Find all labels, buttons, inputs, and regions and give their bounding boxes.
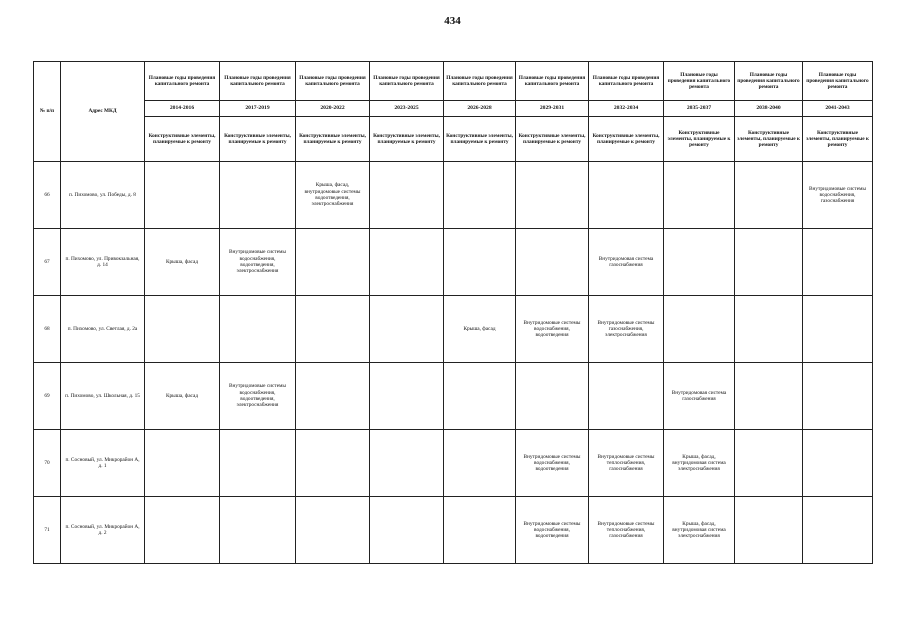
header-elements: Конструктивные элементы, планируемые к ремонту	[220, 117, 296, 162]
header-planned: Плановые годы проведения капитального ремонта	[370, 62, 444, 101]
header-planned: Плановые годы проведения капитального ремонта	[145, 62, 220, 101]
repair-cell	[145, 497, 220, 564]
repair-cell	[220, 296, 296, 363]
repair-cell	[145, 430, 220, 497]
header-elements: Конструктивные элементы, планируемые к ремонту	[803, 117, 873, 162]
header-elements: Конструктивные элементы, планируемые к ремонту	[735, 117, 803, 162]
repair-cell	[296, 363, 370, 430]
header-planned: Плановые годы проведения капитального ремонта	[516, 62, 589, 101]
repair-cell	[370, 497, 444, 564]
repair-cell: Внутридомовая система газоснабжения	[664, 363, 735, 430]
repair-cell: Внутридомовые системы теплоснабжения, газоснабжения	[589, 497, 664, 564]
header-elements: Конструктивные элементы, планируемые к ремонту	[516, 117, 589, 162]
repair-cell	[664, 229, 735, 296]
row-number: 66	[34, 162, 61, 229]
repair-cell	[296, 296, 370, 363]
row-number: 71	[34, 497, 61, 564]
repair-cell: Внутридомовая система газоснабжения	[589, 229, 664, 296]
repair-cell	[444, 229, 516, 296]
repair-cell: Внутридомовые системы водоснабжения, водоотведения	[516, 497, 589, 564]
repair-cell	[444, 497, 516, 564]
repair-cell	[735, 296, 803, 363]
table-row	[34, 229, 873, 296]
repair-cell	[516, 363, 589, 430]
header-year: 2023-2025	[370, 101, 444, 117]
header-planned: Плановые годы проведения капитального ремонта	[220, 62, 296, 101]
repair-cell	[664, 296, 735, 363]
repair-cell: Крыша, фасад	[145, 363, 220, 430]
header-elements: Конструктивные элементы, планируемые к ремонту	[664, 117, 735, 162]
repair-cell	[516, 229, 589, 296]
table-row	[34, 430, 873, 497]
row-address: п. Пихомово, ул. Школьная, д. 15	[61, 363, 145, 430]
repair-cell	[803, 363, 873, 430]
header-elements: Конструктивные элементы, планируемые к ремонту	[145, 117, 220, 162]
row-address: п. Пихомово, ул. Победы, д. 8	[61, 162, 145, 229]
row-address: п. Сосновый, ул. Микрорайон А, д. 2	[61, 497, 145, 564]
header-address: Адрес МКД	[61, 62, 145, 162]
header-year: 2035-2037	[664, 101, 735, 117]
repair-cell: Внутридомовые системы водоснабжения, водоотведения, электроснабжения	[220, 229, 296, 296]
header-year: 2014-2016	[145, 101, 220, 117]
repair-cell	[145, 162, 220, 229]
row-number: 68	[34, 296, 61, 363]
header-planned: Плановые годы проведения капитального ремонта	[589, 62, 664, 101]
repair-cell	[735, 162, 803, 229]
header-planned: Плановые годы проведения капитального ремонта	[444, 62, 516, 101]
header-elements: Конструктивные элементы, планируемые к ремонту	[296, 117, 370, 162]
repair-cell: Внутридомовые системы водоснабжения, водоотведения	[516, 296, 589, 363]
row-number: 67	[34, 229, 61, 296]
header-year: 2038-2040	[735, 101, 803, 117]
header-year: 2032-2034	[589, 101, 664, 117]
capital-repair-table	[33, 61, 873, 564]
repair-cell	[735, 430, 803, 497]
repair-cell	[145, 296, 220, 363]
header-year: 2020-2022	[296, 101, 370, 117]
header-num: № п/п	[34, 62, 61, 162]
repair-cell	[589, 162, 664, 229]
repair-cell: Внутридомовые системы водоснабжения, газоснабжения	[803, 162, 873, 229]
page-number: 434	[444, 15, 461, 27]
header-year: 2041-2043	[803, 101, 873, 117]
repair-cell	[296, 497, 370, 564]
row-number: 69	[34, 363, 61, 430]
repair-cell	[735, 363, 803, 430]
header-planned: Плановые годы проведения капитального ремонта	[296, 62, 370, 101]
repair-cell: Крыша, фасад, внутридомовая система электроснабжения	[664, 497, 735, 564]
repair-cell	[370, 162, 444, 229]
table-row	[34, 162, 873, 229]
table-row	[34, 296, 873, 363]
repair-cell	[735, 229, 803, 296]
repair-cell	[803, 296, 873, 363]
repair-cell	[370, 363, 444, 430]
header-year: 2029-2031	[516, 101, 589, 117]
repair-cell	[444, 363, 516, 430]
header-year: 2026-2028	[444, 101, 516, 117]
repair-cell	[370, 296, 444, 363]
repair-cell: Крыша, фасад, внутридомовая система электроснабжения	[664, 430, 735, 497]
repair-cell	[444, 430, 516, 497]
repair-cell: Внутридомовые системы теплоснабжения, газоснабжения	[589, 430, 664, 497]
row-address: п. Пихомово, ул. Привокзальная, д. 14	[61, 229, 145, 296]
repair-cell: Крыша, фасад	[145, 229, 220, 296]
repair-cell	[220, 497, 296, 564]
repair-cell	[220, 430, 296, 497]
header-planned: Плановые годы проведения капитального ремонта	[664, 62, 735, 101]
header-year: 2017-2019	[220, 101, 296, 117]
header-planned: Плановые годы проведения капитального ремонта	[735, 62, 803, 101]
repair-cell: Крыша, фасад, внутридомовые системы водоотведения, электроснабжения	[296, 162, 370, 229]
repair-cell	[664, 162, 735, 229]
header-elements: Конструктивные элементы, планируемые к ремонту	[444, 117, 516, 162]
repair-cell	[296, 430, 370, 497]
table-row	[34, 363, 873, 430]
repair-cell: Внутридомовые системы водоснабжения, водоотведения, электроснабжения	[220, 363, 296, 430]
row-address: п. Сосновый, ул. Микрорайон А, д. 1	[61, 430, 145, 497]
repair-cell	[220, 162, 296, 229]
repair-cell	[444, 162, 516, 229]
table-row	[34, 497, 873, 564]
repair-cell: Внутридомовые системы водоснабжения, водоотведения	[516, 430, 589, 497]
header-planned: Плановые годы проведения капитального ремонта	[803, 62, 873, 101]
repair-cell	[589, 363, 664, 430]
repair-cell	[370, 229, 444, 296]
repair-cell: Крыша, фасад	[444, 296, 516, 363]
row-number: 70	[34, 430, 61, 497]
repair-cell	[803, 430, 873, 497]
repair-cell: Внутридомовые системы газоснабжения, электроснабжения	[589, 296, 664, 363]
repair-cell	[296, 229, 370, 296]
row-address: п. Пихомово, ул. Светлая, д. 2а	[61, 296, 145, 363]
repair-cell	[803, 497, 873, 564]
repair-cell	[370, 430, 444, 497]
header-elements: Конструктивные элементы, планируемые к ремонту	[370, 117, 444, 162]
header-elements: Конструктивные элементы, планируемые к ремонту	[589, 117, 664, 162]
repair-cell	[803, 229, 873, 296]
repair-cell	[735, 497, 803, 564]
repair-cell	[516, 162, 589, 229]
